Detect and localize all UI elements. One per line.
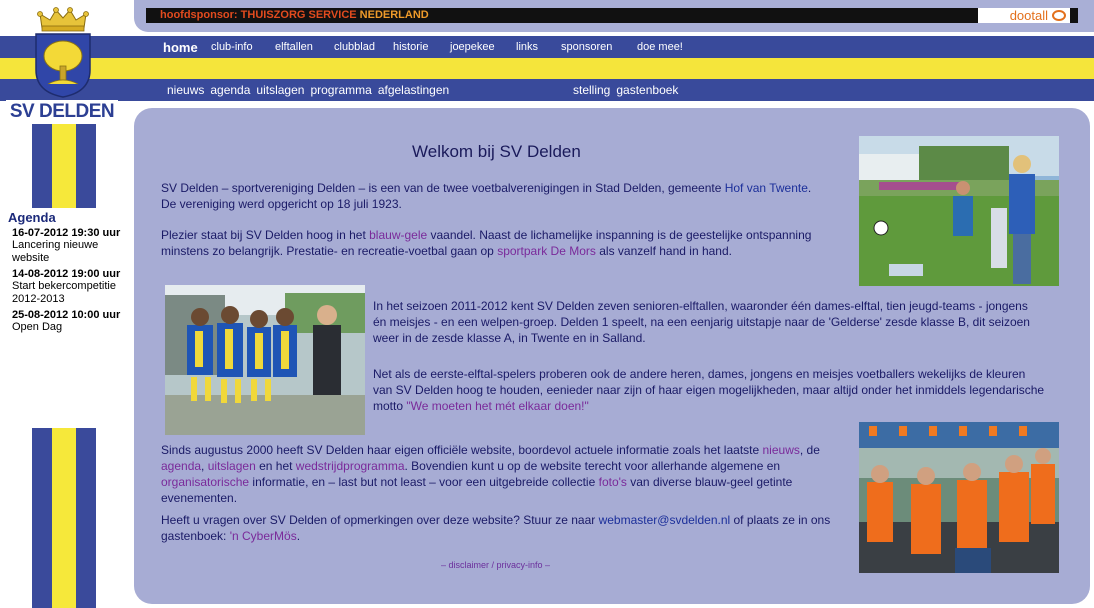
website-text: informatie, en – last but not least – voor een uitgebreide collectie	[249, 475, 599, 489]
nav-clubblad[interactable]: clubblad	[334, 41, 375, 53]
agenda-text: Start bekercompetitie 2012-2013	[12, 280, 116, 305]
agenda-panel	[8, 210, 128, 337]
plezier-text: vaandel. Naast de lichamelijke inspanning is de geestelijke ontspanning minstens zo belangrijk. Prestatie- en recreatie-voetbal gaan op	[161, 228, 812, 258]
link-blauw-gele[interactable]: blauw-gele	[369, 228, 428, 242]
website-text: . Bovendien kunt u op de website terecht voor allerhande algemene en	[404, 459, 781, 473]
club-name: SV DELDEN	[6, 100, 118, 124]
photo-football-game[interactable]	[859, 136, 1059, 286]
website-paragraph	[161, 442, 841, 506]
agenda-item[interactable]	[12, 268, 128, 306]
website-text: , de	[799, 443, 820, 457]
agenda-text: Open Dag	[12, 321, 63, 333]
photo-orange-supporters[interactable]	[859, 422, 1059, 573]
agenda-item[interactable]	[12, 309, 128, 334]
sponsor-logo-icon	[1052, 10, 1066, 21]
seizoen-paragraph: In het seizoen 2011-2012 kent SV Delden zeven senioren-elftallen, waaronder één dames-elftal, tien jeugd-teams - jongens én meisjes - en een welpen-groep. Delden 1 speelt, na een eenjarig uitstapje naar de 'Gelderse' zesde klasse B, dit seizoen weer in de zesde klasse A, in Twente en in Salland.	[373, 299, 1030, 345]
contact-text: Heeft u vragen over SV Delden of opmerkingen over deze website? Stuur ze naar	[161, 513, 599, 527]
website-text: van diverse blauw-geel getinte evenementen.	[161, 475, 793, 505]
sponsor-name: THUISZORG SERVICE	[240, 9, 357, 21]
website-text: en het	[255, 459, 296, 473]
link-wedstrijdprogramma[interactable]: wedstrijdprogramma	[295, 459, 405, 473]
intro-text: . De vereniging werd opgericht op 18 juli 1923.	[161, 181, 812, 211]
contact-text: of plaats ze in ons gastenboek:	[161, 513, 831, 543]
link-fotos[interactable]: foto's	[598, 475, 627, 489]
intro-text: SV Delden – sportvereniging Delden – is een van de twee voetbalverenigingen in Stad Delden, gemeente	[161, 181, 725, 195]
agenda-text: Lancering nieuwe website	[12, 239, 99, 264]
club-stripe-bottom	[32, 428, 96, 608]
subnav-agenda[interactable]: agenda	[210, 83, 251, 97]
nav-joepekee[interactable]: joepekee	[450, 41, 495, 53]
agenda-title: Agenda	[8, 210, 56, 225]
nav-doe-mee[interactable]: doe mee!	[637, 41, 683, 53]
website-text: Sinds augustus 2000 heeft SV Delden haar eigen officiële website, boordevol actuele informatie zoals het laatste	[161, 443, 763, 457]
nav-historie[interactable]: historie	[393, 41, 429, 53]
link-motto[interactable]: "We moeten het mét elkaar doen!"	[406, 399, 589, 413]
motto-paragraph	[373, 366, 1045, 414]
subnav-nieuws[interactable]: nieuws	[167, 83, 205, 97]
sub-nav-band	[0, 79, 1094, 101]
yellow-band	[0, 58, 1094, 79]
nav-elftallen[interactable]: elftallen	[275, 41, 313, 53]
sponsor-logo-text: dootall	[1009, 8, 1048, 23]
sponsor-label: hoofdsponsor:	[160, 9, 238, 21]
agenda-date: 16-07-2012 19:30 uur	[12, 227, 121, 239]
link-webmaster-email[interactable]: webmaster@svdelden.nl	[598, 513, 731, 527]
sponsor-name-2: NEDERLAND	[359, 9, 429, 21]
disclaimer-link[interactable]: – disclaimer / privacy-info –	[441, 560, 551, 570]
club-crest-icon[interactable]	[30, 6, 96, 98]
subnav-gastenboek[interactable]: gastenboek	[616, 83, 679, 97]
sponsor-logo[interactable]	[978, 8, 1070, 23]
website-text: ,	[201, 459, 208, 473]
link-agenda[interactable]: agenda	[161, 459, 202, 473]
plezier-text: als vanzelf hand in hand.	[595, 244, 732, 258]
nav-club-info[interactable]: club-info	[211, 41, 253, 53]
link-uitslagen[interactable]: uitslagen	[207, 459, 256, 473]
nav-sponsoren[interactable]: sponsoren	[561, 41, 613, 53]
photo-girls-team[interactable]	[165, 285, 365, 435]
sub-nav-left	[167, 79, 455, 101]
contact-text: .	[296, 529, 301, 543]
link-cybermos[interactable]: 'n CyberMös	[229, 529, 297, 543]
agenda-date: 25-08-2012 10:00 uur	[12, 309, 121, 321]
club-stripe-top	[32, 110, 96, 208]
subnav-programma[interactable]: programma	[310, 83, 372, 97]
agenda-item[interactable]	[12, 227, 128, 265]
motto-text: Net als de eerste-elftal-spelers proberen ook de andere heren, dames, jongens en meisjes voetballers wekelijks de kleuren van SV Delden hoog te houden, eenieder naar zijn of haar eigen mogelijkheden, maar altijd onder het inmiddels legendarische motto	[373, 367, 1045, 413]
plezier-text: Plezier staat bij SV Delden hoog in het	[161, 228, 370, 242]
contact-paragraph	[161, 512, 847, 544]
plezier-paragraph	[161, 227, 825, 259]
page-title: Welkom bij SV Delden	[412, 142, 581, 161]
link-organisatorische[interactable]: organisatorische	[161, 475, 250, 489]
agenda-date: 14-08-2012 19:00 uur	[12, 268, 121, 280]
link-sportpark-de-mors[interactable]: sportpark De Mors	[497, 244, 596, 258]
nav-links[interactable]: links	[516, 41, 539, 53]
main-nav	[163, 36, 683, 58]
subnav-uitslagen[interactable]: uitslagen	[256, 83, 305, 97]
intro-paragraph	[161, 180, 821, 212]
sponsor-bar[interactable]	[146, 8, 1078, 23]
link-hof-van-twente[interactable]: Hof van Twente	[724, 181, 808, 195]
nav-home[interactable]: home	[163, 39, 198, 55]
subnav-stelling[interactable]: stelling	[573, 83, 611, 97]
link-nieuws[interactable]: nieuws	[762, 443, 800, 457]
subnav-afgelastingen[interactable]: afgelastingen	[377, 83, 450, 97]
sub-nav-right	[573, 79, 684, 101]
